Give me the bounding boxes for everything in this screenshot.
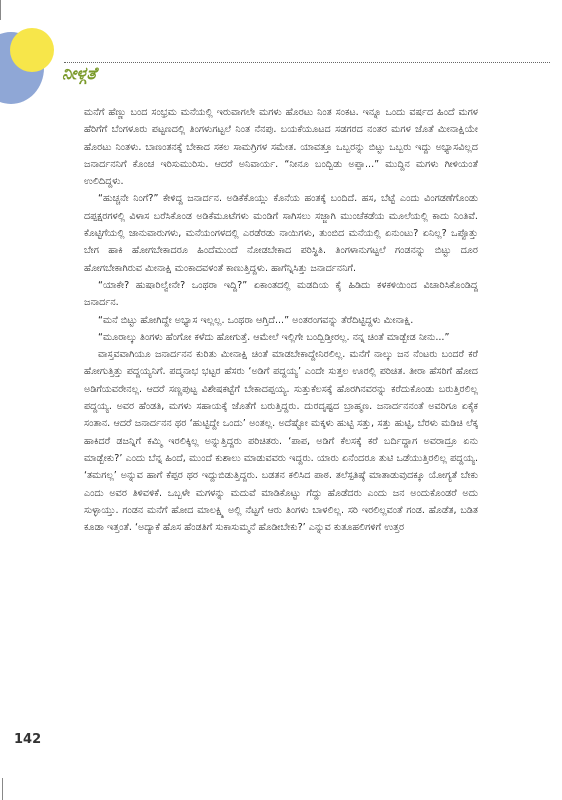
crop-mark <box>0 0 1 20</box>
decorative-yellow-circle <box>10 28 54 72</box>
paragraph: “ಮೂರಾಲ್ಕು ತಿಂಗಳು ಹೆಂಗೋ ಕಳೆದು ಹೋಗುತ್ತೆ. ಆಮೇಲೆ ಇಲ್ಲಿಗೇ ಬಂದ್ಬಿಡ್ತೀರಲ್ಲ. ನನ್ನ ಚಿಂತೆ ಮಾಡ್ಬೇಡ ನೀನು...” <box>98 331 450 343</box>
crop-mark <box>2 778 3 800</box>
paragraph: “ಮನೆ ಬಿಟ್ಟು ಹೋಗಿದ್ದೇ ಅಭ್ಯಾಸ ಇಲ್ಲಲ್ಲ. ಒಂಥರಾ ಆಗ್ತಿದೆ...” ಅಂತರಂಗವನ್ನು ತೆರೆದಿಟ್ಟಿದ್ದಳು ಮೀನಾಕ್ಷಿ. <box>98 314 414 326</box>
page-number: 142 <box>14 732 42 747</box>
paragraph: ವಾಸ್ತವವಾಗಿಯೂ ಜನಾರ್ದನನ ಕುರಿತು ಮೀನಾಕ್ಷಿ ಚಿಂತೆ ಮಾಡಬೇಕಾದ್ದೇನಿರಲಿಲ್ಲ. ಮನೆಗೆ ನಾಲ್ಕು ಜನ ನೆಂಟರು ಬಂದರೆ ಕರೆ ಹೋಗುತ್ತಿತ್ತು ಪದ್ದಯ್ಯನಿಗೆ. ಪದ್ಮನಾಭ ಭಟ್ಟರ ಹೆಸರು ‘ಅಡಿಗೆ ಪದ್ದಯ್ಯ’ ಎಂದೇ ಸುತ್ತಲ ಊರಲ್ಲಿ ಪರಿಚಿತ. ತೀರಾ ಹೆಸರಿಗೆ ಹೋದ ಅಡಿಗೆಯವರೇನಲ್ಲ. ಆದರೆ ಸಣ್ಣಪುಟ್ಟ ವಿಶೇಷಕಟ್ಟೆಗೆ ಬೇಕಾದಪ್ಪಯ್ಯ. ಸುತ್ತುಕೆಲಸಕ್ಕೆ ಹೊರಗಿನವರನ್ನು ಕರೆದುಕೊಂಡು ಬರುತ್ತಿರಲಿಲ್ಲ ಪದ್ದಯ್ಯ. ಅವರ ಹೆಂಡತಿ, ಮಗಳು ಸಹಾಯಕ್ಕೆ ಜೊತೆಗೆ ಬರುತ್ತಿದ್ದರು. ದುರದೃಷ್ಟದ ಬ್ರಾಹ್ಮಣ. ಜನಾರ್ದನನಂತೆ ಅವರಿಗೂ ಏಕೈಕ ಸಂತಾನ. ಆದರೆ ಜನಾರ್ದನನ ಥರ ‘ಹುಟ್ಟಿದ್ದೇ ಒಂದು’ ಅಂತಲ್ಲ. ಅದೆಷ್ಟೋ ಮಕ್ಕಳು ಹುಟ್ಟಿ ಸತ್ತು, ಸತ್ತು ಹುಟ್ಟಿ, ಬೆರಳು ಮಡಿಚಿ ಲೆಕ್ಕ ಹಾಕಿದರೆ ಡಜನ್ನಿಗೆ ಕಮ್ಮಿ ಇರಲಿಕ್ಕಿಲ್ಲ ಅನ್ನುತ್ತಿದ್ದರು ಪರಿಚಿತರು. ‘ಪಾಪ, ಅಡಿಗೆ ಕೆಲಸಕ್ಕೆ ಕರೆ ಬರ್ದಿದ್ದಾಗ ಅವರಾದ್ರೂ ಏನು ಮಾಡ್ಬೇಕು?’ ಎಂದು ಬೆನ್ನ ಹಿಂದೆ, ಮುಂದೆ ಕುಶಾಲು ಮಾಡುವವರು ಇದ್ದರು. ಯಾರು ಏನೆಂದರೂ ತುಟಿ ಒಡೆಯುತ್ತಿರಲಿಲ್ಲ ಪದ್ದಯ್ಯ. ‘ತಮಗಲ್ಲ’ ಅನ್ನುವ ಹಾಗೆ ಕೆಪ್ಪರ ಥರ ಇದ್ದುಬಿಡುತ್ತಿದ್ದರು. ಬಡತನ ಕಲಿಸಿದ ಪಾಠ. ತಲೆಸ್ಪತಿಷ್ಠೆ ಮಾತಾಡುವುದಕ್ಕೂ ಯೋಗ್ಯತೆ ಬೇಕು ಎಂದು ಅವರ ತಿಳಿವಳಿಕೆ. ಒಬ್ಬಳೇ ಮಗಳನ್ನು ಮದುವೆ ಮಾಡಿಕೊಟ್ಟು ಗೆದ್ದು ಹೊಡೆದರು ಎಂದು ಜನ ಅಂದುಕೊಂಡರೆ ಅದು ಸುಳ್ಳಾಯ್ತು. ಗಂಡನ ಮನೆಗೆ ಹೋದ ಮಾಲಕ್ಷ್ಮಿ ಅಲ್ಲಿ ನೆಟ್ಟಗೆ ಆರು ತಿಂಗಳು ಬಾಳಲಿಲ್ಲ. ಸರಿ ಇರಲಿಲ್ಲವಂತೆ ಗಂಡ. ಹೊಡೆತ, ಬಡಿತ ಕೂಡಾ ಇತ್ತಂತೆ. ‘ಅದ್ಯಾಕೆ ಹೊಸ ಹೆಂಡತಿಗೆ ಸುಕಾಸುಮ್ಮನೆ ಹೊಡೀಬೇಕು?’ ಎನ್ನುವ ಕುತೂಹಲಿಗಳಿಗೆ ಉತ್ತರ <box>84 349 478 534</box>
paragraph: ಮನೆಗೆ ಹೆಣ್ಣು ಬಂದ ಸಂಭ್ರಮ ಮನೆಯಲ್ಲಿ ಇರುವಾಗಲೇ ಮಗಳು ಹೊರಟು ನಿಂತ ಸಂಕಟ. ಇನ್ನೂ ಒಂದು ವರ್ಷದ ಹಿಂದೆ ಮಗಳ ಹೆರಿಗೆಗೆ ಬೆಂಗಳೂರು ಪಟ್ಟಣದಲ್ಲಿ ತಿಂಗಳುಗಟ್ಟಲೆ ನಿಂತ ನೆನಪು. ಬಯಕೆಯೂಟದ ಸಡಗರದ ನಂತರ ಮಗಳ ಜೊತೆ ಮೀನಾಕ್ಷಿಯೇ ಹೊರಟು ನಿಂತಳು. ಬಾಣಂತನಕ್ಕೆ ಬೇಕಾದ ಸಕಲ ಸಾಮಗ್ರಿಗಳ ಸಮೇತ. ಯಾವತ್ತೂ ಒಬ್ಬರನ್ನು ಬಿಟ್ಟು ಒಬ್ಬರು ಇದ್ದು ಅಭ್ಯಾಸವಿಲ್ಲದ ಜನಾರ್ದನನಿಗೆ ಕೊಂಚ ಇರಿಸುಮುರಿಸು. ಆದರೆ ಅನಿವಾರ್ಯ. “ನೀನೂ ಬಂದ್ಬಿಡು ಅಪ್ಪಾ...” ಮುದ್ದಿನ ಮಗಳು ಗೀಳಿಯಂತೆ ಉಲಿದಿದ್ದಳು. <box>84 107 478 188</box>
header-dotted-rule <box>64 62 550 63</box>
article-body <box>84 104 478 536</box>
paragraph: “ಯಾಕೇ? ಹುಷಾರಿಲ್ವೇನೇ? ಒಂಥರಾ ಇದ್ದಿ?” ಏಕಾಂತದಲ್ಲಿ ಮಡದಿಯ ಕೈ ಹಿಡಿದು ಕಳಕಳಿಯಿಂದ ವಿಚಾರಿಸಿಕೊಂಡಿದ್ದ ಜನಾರ್ದನ. <box>84 279 478 309</box>
section-title: ನೀಳ್ಗತೆ <box>62 64 97 84</box>
paragraph: “ಹುಚ್ಚನೇ ನಿಂಗೆ?” ಕೇಳಿದ್ದ ಜನಾರ್ದನ. ಅಡಿಕೆಕೊಯ್ಲು ಕೊನೆಯ ಹಂತಕ್ಕೆ ಬಂದಿದೆ. ಹಸ, ಬೆಟ್ಟೆ ಎಂದು ವಿಂಗಡಣೆಗೊಂಡು ದಪ್ಪಕ್ಷರಗಳಲ್ಲಿ ವಿಳಾಸ ಬರೆಸಿಕೊಂಡ ಅಡಿಕೆಮೂಟೆಗಳು ಮಂಡಿಗೆ ಸಾಗಿಸಲು ಸಜ್ಜಾಗಿ ಮುಂಚೆಕಡೆಯ ಮೂಲೆಯಲ್ಲಿ ಕಾದು ನಿಂತಿವೆ. ಕೊಟ್ಟಿಗೆಯಲ್ಲಿ ಜಾನುವಾರುಗಳು, ಮನೆಯಂಗಳದಲ್ಲಿ ಎರಡೆರಡು ನಾಯಿಗಳು, ತುಂಬಿದ ಮನೆಯಲ್ಲಿ ಏನುಂಟು? ಏನಿಲ್ಲ? ಒಪ್ಪೊತ್ತು ಬೇಗ ಹಾಕಿ ಹೋಗಬೇಕಾದರೂ ಹಿಂದೆಮುಂದೆ ನೋಡಬೇಕಾದ ಪರಿಸ್ಥಿತಿ. ತಿಂಗಳಾನುಗಟ್ಟಲೆ ಗಂಡನನ್ನು ಬಿಟ್ಟು ದೂರ ಹೋಗಬೇಕಾಗಿರುವ ಮೀನಾಕ್ಷಿ ಮಂಕಾದವಳಂತೆ ಕಾಣುತ್ತಿದ್ದಳು. ಹಾಗೆನ್ನಿಸಿತ್ತು ಜನಾರ್ದನನಿಗೆ. <box>84 193 478 274</box>
